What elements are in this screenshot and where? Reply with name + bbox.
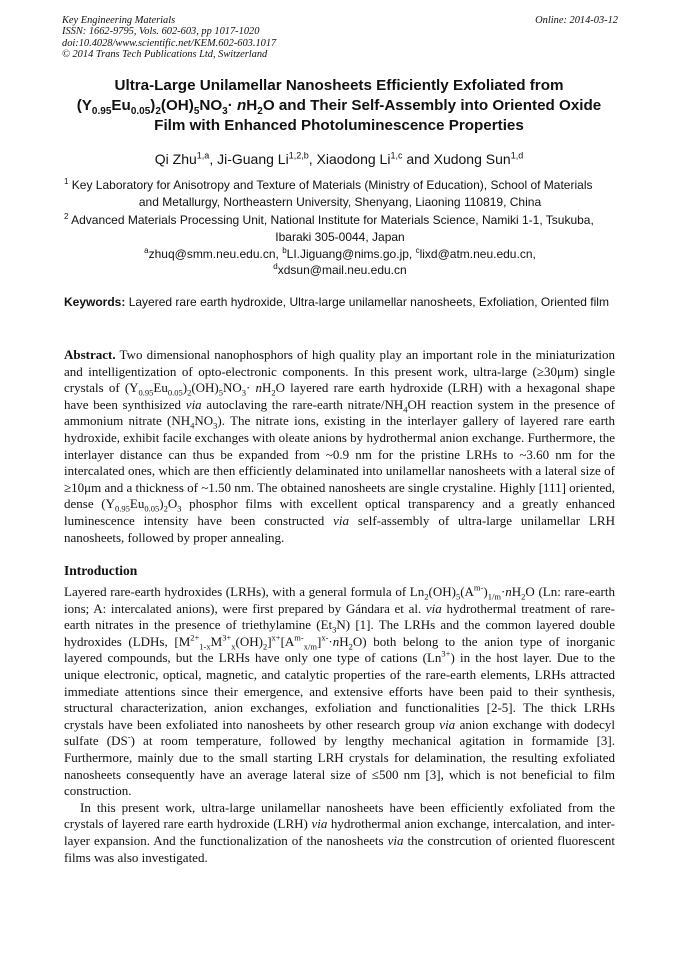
email-link[interactable]: xdsun@mail.neu.edu.cn [277, 262, 407, 277]
author-name: Ji-Guang Li [217, 151, 289, 167]
keywords-label: Keywords: [64, 295, 126, 309]
abstract: Abstract. Two dimensional nanophosphors of high quality play an important role in the miniaturization and intelligentization of opto-electronic components. In this present work, ultra-large (≥30μm) single crystals of $(Y_{0.95}Eu_{0.05})_2(OH)_5NO_3\cdot nH_2O$ layered rare earth hydroxide (LRH) with a hexagonal shape have been synthisized via autoclaving the rare-earth nitrate/$NH_4OH$ reaction system in the presence of ammonium nitrate $(NH_4NO_3)$. The nitrate ions, existing in the interlayer gallery of layered rare earth hydroxide, exhibit facile exchanges with oleate anions by hydrothermal anion exchange. Furthermore, the interlayer distance can thus be expanded from ~0.9 nm for the pristine LRHs to ~3.60 nm for the intercalated ones, which are then efficiently delaminated into unilamellar nanosheets with a lateral size of ≥10μm and a thickness of ~1.50 nm. The obtained nanosheets are single crystaline. Highly [111] oriented, dense $(Y_{0.95}Eu_{0.05})_2O_3$ phosphor films with excellent optical transparency and a greatly enhanced luminescence intensity have been constructed via self-assembly of ultra-large unilamellar LRH nanosheets, followed by proper annealing. [64, 347, 616, 545]
affiliation-1: $^1$ Key Laboratory for Anisotropy and Texture of Materials (Ministry of Education), School of Materials and Metallurgy, Northeastern University, Shenyang, Liaoning 110819, China [64, 177, 593, 209]
paper-title [52, 76, 626, 136]
doi-line: doi:10.4028/www.scientific.net/KEM.602-603.1017 [62, 37, 277, 49]
author-name: Xudong Sun [433, 151, 511, 167]
author-emails: $^a$zhuq@smm.neu.edu.cn, $^b$LI.Jiguang@nims.go.jp, $^c$lixd@atm.neu.edu.cn, $^d$xdsun@mail.neu.edu.cn [144, 246, 536, 277]
abstract-label: Abstract. [64, 347, 116, 362]
online-date: Online: 2014-03-12 [535, 15, 618, 26]
author-list: Qi Zhu$^{1,a}$, Ji-Guang Li$^{1,2,b}$, Xiaodong Li$^{1,c}$ and Xudong Sun$^{1,d}$ [154, 150, 524, 167]
section-heading-introduction: Introduction [64, 563, 138, 578]
author-name: Qi Zhu [154, 151, 197, 167]
email-link[interactable]: zhuq@smm.neu.edu.cn [148, 247, 276, 261]
title-line-3: Film with Enhanced Photoluminescence Properties [154, 117, 524, 134]
keywords-text: Layered rare earth hydroxide, Ultra-large unilamellar nanosheets, Exfoliation, Oriented film [125, 295, 609, 309]
keywords [64, 295, 616, 311]
email-link[interactable]: lixd@atm.neu.edu.cn [419, 247, 533, 261]
affiliation-2: $^2$ Advanced Materials Processing Unit, National Institute for Materials Science, Namiki 1-1, Tsukuba, Ibaraki 305-0044, Japan [64, 212, 594, 244]
issn-line: ISSN: 1662-9795, Vols. 602-603, pp 1017-1020 [62, 26, 260, 38]
copyright-line: © 2014 Trans Tech Publications Ltd, Switzerland [62, 48, 268, 60]
journal-header [62, 15, 618, 60]
paragraph: Layered rare-earth hydroxides (LRHs), with a general formula of $Ln_2(OH)_5(A^{m-})_{1/m}\cdot nH_2O$ (Ln: rare-earth ions; A: intercalated anions), were first prepared by Gándara et al. via hydrothermal treatment of rare-earth nitrates in the presence of triethylamine $(Et_3N)$ [1]. The LRHs and the common layered double hydroxides (LDHs, $[M^{2+}_{1-x}M^{3+}_x(OH)_2]^{x+}[A^{m-}_{x/m}]^{x-}\cdot nH_2O$) both belong to the anion type of inorganic layered compounds, but the LRHs have only one type of cations $(Ln^{3+})$ in the host layer. Due to the unique electronic, optical, magnetic, and catalytic properties of the rare-earth elements, LRHs attracted immediate attentions since their emergence, and extensive efforts have been paid to their synthesis, structural characterization, anion exchanges, exfoliation and functionalities [2-5]. The thick LRHs crystals have been exfoliated into nanosheets by other research group via anion exchange with dodecyl sulfate (DS-) at room temperature, followed by lengthy mechanical agitation in formamide [3]. Furthermore, mainly due to the small starting LRH crystals for delamination, the resulting exfoliated nanosheets consequently have an average lateral size of ≤500 nm [3], which is not beneficial to film construction. [64, 582, 616, 799]
journal-name: Key Engineering Materials [62, 15, 176, 26]
paragraph: In this present work, ultra-large unilamellar nanosheets have been efficiently exfoliated from the crystals of layered rare earth hydroxide (LRH) via hydrothermal anion exchange, intercalation, and inter-layer expansion. And the functionalization of the nanosheets via the constrcution of oriented fluorescent films was also investigated. [64, 799, 615, 865]
email-link[interactable]: LI.Jiguang@nims.go.jp [286, 247, 409, 261]
author-name: Xiaodong Li [316, 151, 391, 167]
introduction-body [64, 584, 615, 866]
title-line-2: $(Y_{0.95}Eu_{0.05})_2(OH)_5NO_3\cdot nH_2O$ and Their Self-Assembly into Oriented Oxide [76, 97, 602, 118]
title-line-1: Ultra-Large Unilamellar Nanosheets Efficiently Exfoliated from [114, 77, 564, 94]
